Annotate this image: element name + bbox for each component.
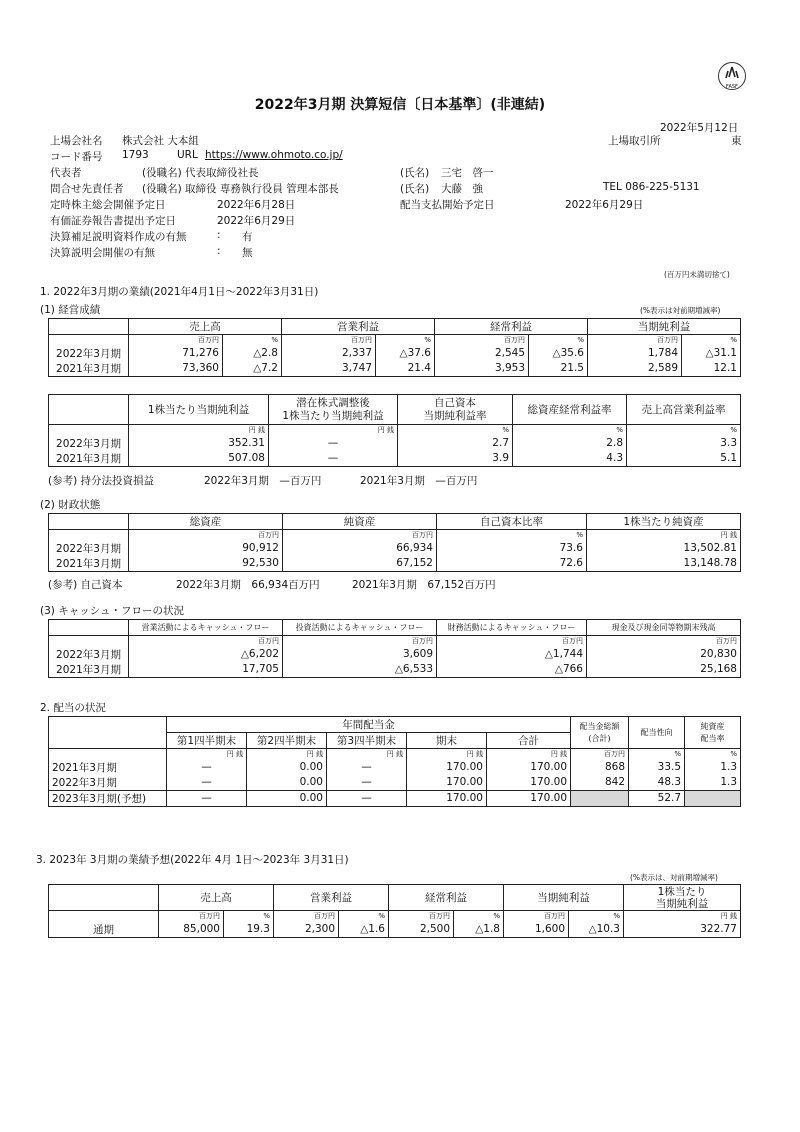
cell: 170.00 xyxy=(407,775,487,791)
cell: 52.7 xyxy=(629,790,685,806)
company-label: 上場会社名 xyxy=(50,135,103,147)
cell: 17,705 xyxy=(129,662,283,678)
cell: 21.5 xyxy=(529,361,588,377)
row-label: 2022年3月期 xyxy=(49,346,129,361)
cell: 71,276 xyxy=(129,346,223,361)
contact-name: 大藤 強 xyxy=(441,183,483,195)
cell: △1.8 xyxy=(454,922,504,938)
col-net-income: 当期純利益 xyxy=(504,885,624,911)
cell: — xyxy=(269,451,398,467)
cell: 3,609 xyxy=(283,647,437,662)
tel: TEL 086-225-5131 xyxy=(603,181,700,193)
cell: 170.00 xyxy=(487,760,571,775)
unit-label: 百万円 xyxy=(282,335,376,346)
cell: 170.00 xyxy=(407,790,487,806)
cell: 3.3 xyxy=(627,436,741,451)
cell: 3,953 xyxy=(435,361,529,377)
unit-label: 円 銭 xyxy=(129,425,269,436)
unit-label: 円 銭 xyxy=(247,749,327,760)
col-eps-forecast: 1株当たり 当期純利益 xyxy=(624,885,741,911)
report-date-value: 2022年6月29日 xyxy=(217,215,296,227)
cell: 1,784 xyxy=(588,346,682,361)
cell: 2,300 xyxy=(274,922,339,938)
cell: 0.00 xyxy=(247,775,327,791)
cell: 868 xyxy=(571,760,629,775)
unit-label: 百万円 xyxy=(159,911,224,922)
cell: 0.00 xyxy=(247,760,327,775)
brief-colon: : xyxy=(217,245,221,257)
cell: — xyxy=(327,775,407,791)
unit-label: 百万円 xyxy=(389,911,454,922)
cell: 33.5 xyxy=(629,760,685,775)
cell-shaded xyxy=(685,790,741,806)
s4-heading: 2. 配当の状況 xyxy=(40,702,106,714)
unit-label: % xyxy=(682,335,741,346)
cell: — xyxy=(269,436,398,451)
cell: 2,500 xyxy=(389,922,454,938)
col-total: 合計 xyxy=(487,733,571,749)
col-operating-cf: 営業活動によるキャッシュ・フロー xyxy=(129,620,283,636)
unit-label: % xyxy=(513,425,627,436)
cell: △2.8 xyxy=(223,346,282,361)
s1-ref-2022: 2022年3月期 —百万円 xyxy=(204,475,322,487)
s2-sub: (2) 財政状態 xyxy=(40,499,101,511)
unit-label: % xyxy=(376,335,435,346)
cell: 2.8 xyxy=(513,436,627,451)
cell: 507.08 xyxy=(129,451,269,467)
col-sales: 売上高 xyxy=(129,319,282,335)
col-sales: 売上高 xyxy=(159,885,274,911)
cell: 842 xyxy=(571,775,629,791)
div-start-label: 配当支払開始予定日 xyxy=(400,199,495,211)
per-share-table xyxy=(48,394,741,467)
url-link[interactable]: https://www.ohmoto.co.jp/ xyxy=(205,149,343,161)
unit-label: 百万円 xyxy=(504,911,569,922)
col-cash-balance: 現金及び現金同等物期末残高 xyxy=(587,620,741,636)
row-label: 2022年3月期 xyxy=(49,775,167,791)
s5-heading: 3. 2023年 3月期の業績予想(2022年 4月 1日～2023年 3月31日) xyxy=(36,854,349,866)
col-payout-ratio: 配当性向 xyxy=(629,717,685,749)
financial-position-table xyxy=(48,513,741,572)
unit-label: 円 銭 xyxy=(587,530,741,541)
cell: 4.3 xyxy=(513,451,627,467)
cell: — xyxy=(327,760,407,775)
row-label: 2021年3月期 xyxy=(49,662,129,678)
row-label: 2022年3月期 xyxy=(49,647,129,662)
cell: 170.00 xyxy=(407,760,487,775)
cell: △1,744 xyxy=(437,647,587,662)
exchange-label: 上場取引所 xyxy=(608,135,661,147)
unit-label: % xyxy=(437,530,587,541)
unit-label: % xyxy=(454,911,504,922)
cell: 66,934 xyxy=(283,541,437,556)
cell: 170.00 xyxy=(487,775,571,791)
row-label: 2022年3月期 xyxy=(49,436,129,451)
unit-label: % xyxy=(339,911,389,922)
cell: 67,152 xyxy=(283,556,437,572)
cell: △37.6 xyxy=(376,346,435,361)
s1-heading: 1. 2022年3月期の業績(2021年4月1日～2022年3月31日) xyxy=(40,286,319,298)
col-operating-income: 営業利益 xyxy=(282,319,435,335)
unit-label: % xyxy=(629,749,685,760)
s1-ref-label: (参考) 持分法投資損益 xyxy=(48,475,155,487)
cell: — xyxy=(167,775,247,791)
cell: 72.6 xyxy=(437,556,587,572)
supp-label: 決算補足説明資料作成の有無 xyxy=(50,231,187,243)
col-dividend-total: 配当金総額 (合計) xyxy=(571,717,629,749)
unit-label: 百万円 xyxy=(435,335,529,346)
cell: 85,000 xyxy=(159,922,224,938)
cell: 12.1 xyxy=(682,361,741,377)
rep-title: (役職名) 代表取締役社長 xyxy=(142,167,259,179)
div-start-date: 2022年6月29日 xyxy=(565,199,644,211)
cell: △6,533 xyxy=(283,662,437,678)
fasf-logo xyxy=(718,62,746,90)
s2-ref-2021: 2021年3月期 67,152百万円 xyxy=(352,579,496,591)
logo-text: FASF xyxy=(726,84,738,90)
unit-label: 百万円 xyxy=(129,636,283,647)
cell: — xyxy=(167,760,247,775)
company-name: 株式会社 大本組 xyxy=(122,135,199,147)
cell: 322.77 xyxy=(624,922,741,938)
cell-shaded xyxy=(571,790,629,806)
cell: △35.6 xyxy=(529,346,588,361)
cell: 48.3 xyxy=(629,775,685,791)
row-label: 2021年3月期 xyxy=(49,451,129,467)
s2-ref-label: (参考) 自己資本 xyxy=(48,579,123,591)
supp-colon: : xyxy=(217,229,221,241)
row-label: 2021年3月期 xyxy=(49,760,167,775)
col-total-assets: 総資産 xyxy=(129,514,283,530)
col-ordinary-income: 経常利益 xyxy=(435,319,588,335)
unit-label: 百万円 xyxy=(587,636,741,647)
cell: 92,530 xyxy=(129,556,283,572)
cell: 13,502.81 xyxy=(587,541,741,556)
cell: 3.9 xyxy=(398,451,513,467)
unit-label: % xyxy=(529,335,588,346)
cash-flow-table xyxy=(48,619,741,678)
s3-sub: (3) キャッシュ・フローの状況 xyxy=(40,605,185,617)
col-roa: 総資産経常利益率 xyxy=(513,395,627,425)
unit-label: 百万円 xyxy=(129,335,223,346)
cell: 352.31 xyxy=(129,436,269,451)
row-label: 2022年3月期 xyxy=(49,541,129,556)
cell: 1.3 xyxy=(685,775,741,791)
col-bps: 1株当たり純資産 xyxy=(587,514,741,530)
contact-title: (役職名) 取締役 専務執行役員 管理本部長 xyxy=(142,183,339,195)
supp-value: 有 xyxy=(242,231,253,243)
row-label: 通期 xyxy=(49,922,159,938)
row-label: 2021年3月期 xyxy=(49,556,129,572)
contact-name-label: (氏名) xyxy=(400,183,430,195)
unit-label: 円 銭 xyxy=(167,749,247,760)
dividend-table xyxy=(48,716,741,807)
col-diluted-eps: 潜在株式調整後 1株当たり当期純利益 xyxy=(269,395,398,425)
contact-label: 問合せ先責任者 xyxy=(50,183,124,195)
cell: △1.6 xyxy=(339,922,389,938)
cell: △7.2 xyxy=(223,361,282,377)
col-q1: 第1四半期末 xyxy=(167,733,247,749)
cell: 13,148.78 xyxy=(587,556,741,572)
leaf-icon xyxy=(719,63,745,83)
cell: 170.00 xyxy=(487,790,571,806)
col-financing-cf: 財務活動によるキャッシュ・フロー xyxy=(437,620,587,636)
unit-label: 円 銭 xyxy=(487,749,571,760)
col-year-end: 期末 xyxy=(407,733,487,749)
cell: 90,912 xyxy=(129,541,283,556)
unit-label: % xyxy=(569,911,624,922)
row-label: 2023年3月期(予想) xyxy=(49,790,167,806)
col-ordinary-income: 経常利益 xyxy=(389,885,504,911)
cell: 25,168 xyxy=(587,662,741,678)
unit-label: 円 銭 xyxy=(624,911,741,922)
cell: — xyxy=(167,790,247,806)
col-q3: 第3四半期末 xyxy=(327,733,407,749)
cell: △31.1 xyxy=(682,346,741,361)
brief-value: 無 xyxy=(242,247,253,259)
code-value: 1793 xyxy=(122,149,149,161)
unit-label: 円 銭 xyxy=(407,749,487,760)
cell: 2,589 xyxy=(588,361,682,377)
unit-label: 円 銭 xyxy=(269,425,398,436)
col-net-assets: 純資産 xyxy=(283,514,437,530)
cell: 73.6 xyxy=(437,541,587,556)
cell: 21.4 xyxy=(376,361,435,377)
cell: — xyxy=(327,790,407,806)
s1-ref-2021: 2021年3月期 —百万円 xyxy=(360,475,478,487)
s1-note: (%表示は対前期増減率) xyxy=(640,306,721,315)
unit-label: % xyxy=(627,425,741,436)
col-eps: 1株当たり当期純利益 xyxy=(129,395,269,425)
cell: 20,830 xyxy=(587,647,741,662)
col-op-margin: 売上高営業利益率 xyxy=(627,395,741,425)
report-label: 有価証券報告書提出予定日 xyxy=(50,215,176,227)
cell: 2.7 xyxy=(398,436,513,451)
unit-label: 百万円 xyxy=(571,749,629,760)
col-net-income: 当期純利益 xyxy=(588,319,741,335)
rep-name-label: (氏名) xyxy=(400,167,430,179)
unit-label: 百万円 xyxy=(283,530,437,541)
cell: 5.1 xyxy=(627,451,741,467)
s5-note: (%表示は、対前期増減率) xyxy=(630,873,718,882)
col-dividend-ratio: 純資産 配当率 xyxy=(685,717,741,749)
unit-label: 百万円 xyxy=(588,335,682,346)
cell: 19.3 xyxy=(224,922,274,938)
unit-label: % xyxy=(398,425,513,436)
col-roe: 自己資本 当期純利益率 xyxy=(398,395,513,425)
cell: △766 xyxy=(437,662,587,678)
cell: △6,202 xyxy=(129,647,283,662)
unit-label: 百万円 xyxy=(274,911,339,922)
brief-label: 決算説明会開催の有無 xyxy=(50,247,155,259)
cell: 0.00 xyxy=(247,790,327,806)
cell: 1.3 xyxy=(685,760,741,775)
row-label: 2021年3月期 xyxy=(49,361,129,377)
col-investing-cf: 投資活動によるキャッシュ・フロー xyxy=(283,620,437,636)
col-equity-ratio: 自己資本比率 xyxy=(437,514,587,530)
rounding-note: (百万円未満切捨て) xyxy=(664,270,730,279)
rep-name: 三宅 啓一 xyxy=(441,167,494,179)
exchange-value: 東 xyxy=(731,135,742,147)
unit-label: 百万円 xyxy=(437,636,587,647)
unit-label: 百万円 xyxy=(283,636,437,647)
code-label: コード番号 xyxy=(50,151,103,163)
cell: 3,747 xyxy=(282,361,376,377)
unit-label: % xyxy=(223,335,282,346)
s1-sub: (1) 経営成績 xyxy=(40,304,101,316)
cell: △10.3 xyxy=(569,922,624,938)
unit-label: % xyxy=(685,749,741,760)
forecast-table xyxy=(48,884,741,938)
unit-label: 円 銭 xyxy=(327,749,407,760)
results-table xyxy=(48,318,741,377)
s2-ref-2022: 2022年3月期 66,934百万円 xyxy=(176,579,320,591)
col-operating-income: 営業利益 xyxy=(274,885,389,911)
col-annual-dividend: 年間配当金 xyxy=(167,717,571,733)
url-label: URL xyxy=(177,149,198,161)
agm-date: 2022年6月28日 xyxy=(217,199,296,211)
agm-label: 定時株主総会開催予定日 xyxy=(50,199,166,211)
unit-label: 百万円 xyxy=(129,530,283,541)
cell: 1,600 xyxy=(504,922,569,938)
unit-label: % xyxy=(224,911,274,922)
cell: 73,360 xyxy=(129,361,223,377)
page-title: 2022年3月期 決算短信〔日本基準〕(非連結) xyxy=(254,97,546,113)
col-q2: 第2四半期末 xyxy=(247,733,327,749)
report-date: 2022年5月12日 xyxy=(660,122,739,134)
cell: 2,545 xyxy=(435,346,529,361)
cell: 2,337 xyxy=(282,346,376,361)
rep-label: 代表者 xyxy=(50,167,82,179)
